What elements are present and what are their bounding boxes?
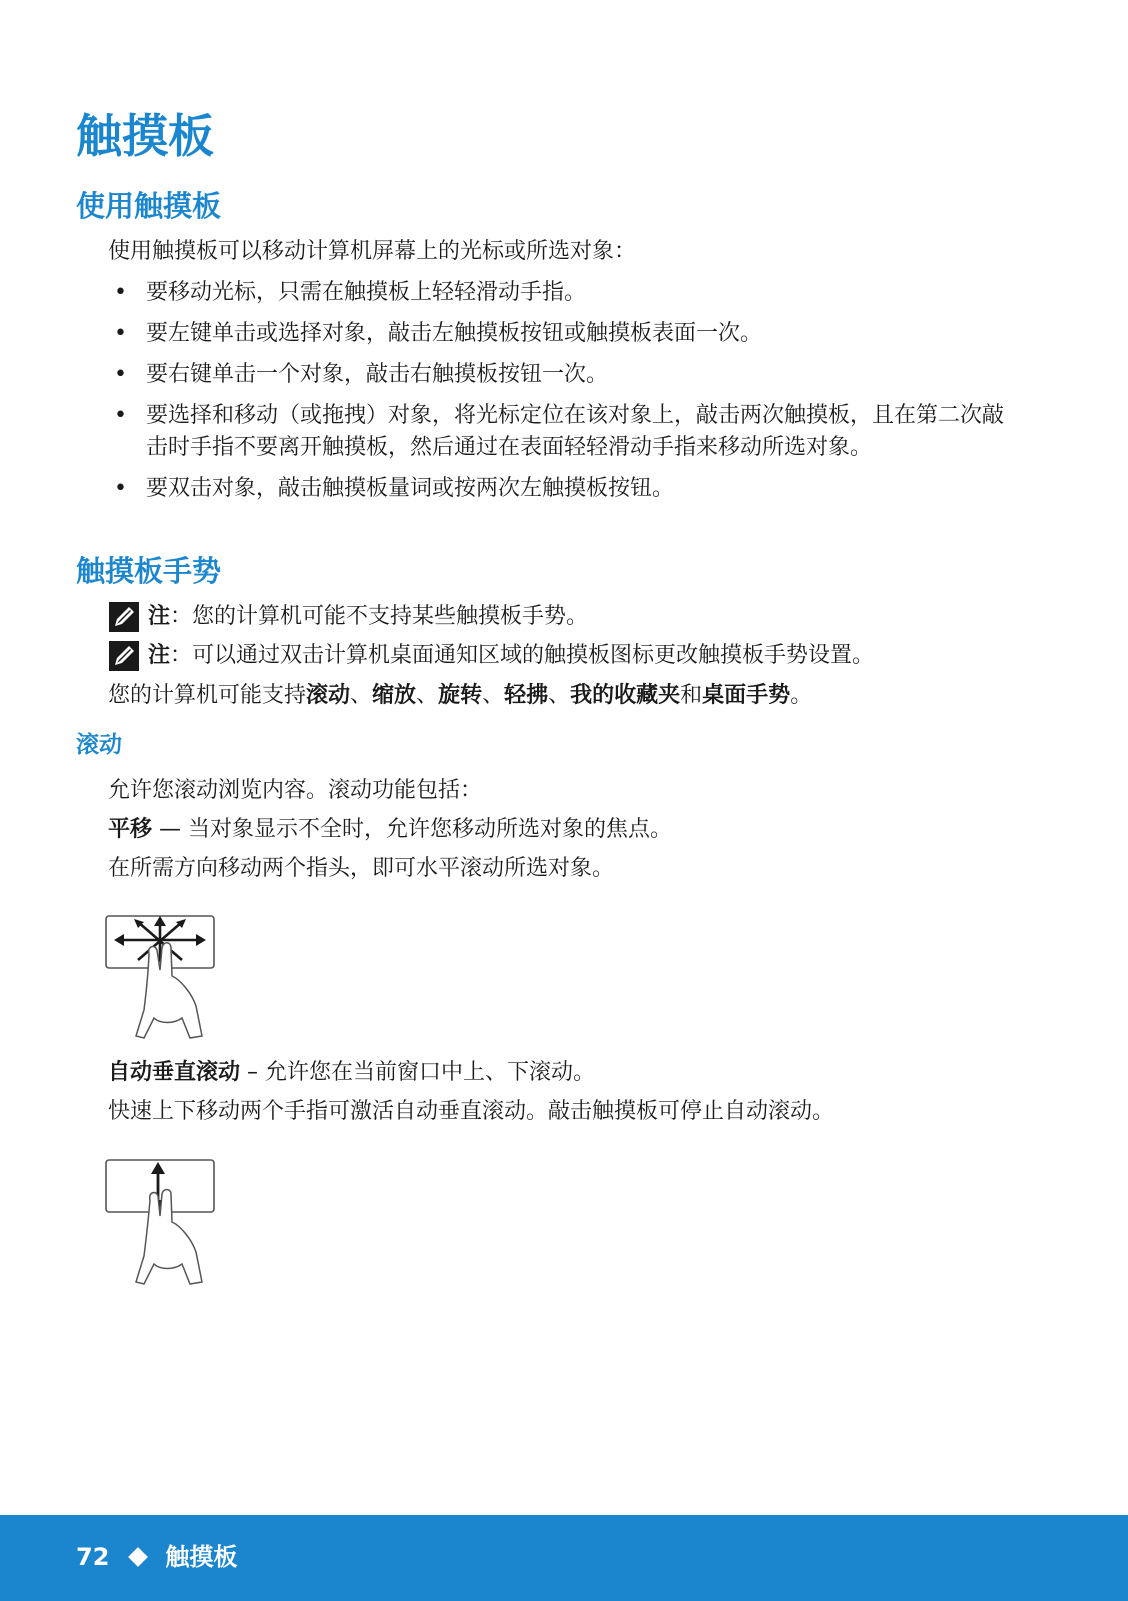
note-icon — [108, 640, 140, 672]
page-title: 触摸板 — [76, 109, 214, 163]
use-bullet-list — [108, 277, 1008, 514]
list-item: • 要双击对象，敲击触摸板量词或按两次左触摸板按钮。 — [108, 473, 1008, 505]
page-number: 72 — [76, 1543, 110, 1571]
support-prefix: 您的计算机可能支持 — [108, 683, 307, 708]
diamond-icon — [129, 1547, 149, 1567]
gesture-favorites: 我的收藏夹 — [570, 683, 681, 708]
pan-term: 平移 — [108, 817, 153, 842]
list-item: • 要右键单击一个对象，敲击右触摸板按钮一次。 — [108, 359, 1008, 391]
pan-howto: 在所需方向移动两个指头，即可水平滚动所选对象。 — [108, 856, 615, 881]
pan-definition — [108, 814, 672, 846]
note-separator: ： — [170, 604, 193, 629]
note-icon — [108, 601, 140, 633]
subsection-heading-scroll: 滚动 — [76, 732, 122, 758]
page-footer — [0, 1515, 1128, 1601]
support-end: 。 — [790, 683, 813, 708]
separator: 、 — [548, 683, 571, 708]
pan-description: — 当对象显示不全时，允许您移动所选对象的焦点。 — [152, 817, 673, 842]
vertical-term: 自动垂直滚动 — [108, 1060, 241, 1085]
separator: 、 — [350, 683, 373, 708]
auto-vertical-definition — [108, 1057, 595, 1089]
gesture-zoom: 缩放 — [372, 683, 417, 708]
note-label: 注 — [148, 604, 171, 629]
note-separator: ： — [170, 643, 193, 668]
separator: 、 — [416, 683, 439, 708]
vertical-description: – 允许您在当前窗口中上、下滚动。 — [240, 1060, 596, 1085]
note-text: 您的计算机可能不支持某些触摸板手势。 — [192, 604, 589, 629]
use-intro: 使用触摸板可以移动计算机屏幕上的光标或所选对象： — [108, 239, 637, 264]
list-item: • 要选择和移动（或拖拽）对象，将光标定位在该对象上，敲击两次触摸板，且在第二次敲击时手指不要离开触摸板，然后通过在表面轻轻滑动手指来移动所选对象。 — [108, 400, 1008, 464]
gesture-flick: 轻拂 — [504, 683, 549, 708]
gesture-desktop: 桌面手势 — [702, 683, 791, 708]
separator: 和 — [680, 683, 703, 708]
note-1 — [108, 601, 588, 633]
vertical-scroll-gesture-illustration — [104, 1158, 224, 1288]
section-heading-use: 使用触摸板 — [76, 189, 222, 223]
note-label: 注 — [148, 643, 171, 668]
scroll-intro: 允许您滚动浏览内容。滚动功能包括： — [108, 778, 483, 803]
note-text: 可以通过双击计算机桌面通知区域的触摸板图标更改触摸板手势设置。 — [192, 643, 875, 668]
gesture-scroll: 滚动 — [306, 683, 351, 708]
pan-gesture-illustration — [104, 914, 224, 1040]
gesture-support-line — [108, 680, 812, 712]
footer-chapter: 触摸板 — [165, 1543, 238, 1571]
gesture-rotate: 旋转 — [438, 683, 483, 708]
note-2 — [108, 640, 874, 672]
list-item: • 要左键单击或选择对象，敲击左触摸板按钮或触摸板表面一次。 — [108, 318, 1008, 350]
list-item: • 要移动光标，只需在触摸板上轻轻滑动手指。 — [108, 277, 1008, 309]
auto-vertical-howto: 快速上下移动两个手指可激活自动垂直滚动。敲击触摸板可停止自动滚动。 — [108, 1099, 835, 1124]
separator: 、 — [482, 683, 505, 708]
section-heading-gestures: 触摸板手势 — [76, 554, 222, 588]
